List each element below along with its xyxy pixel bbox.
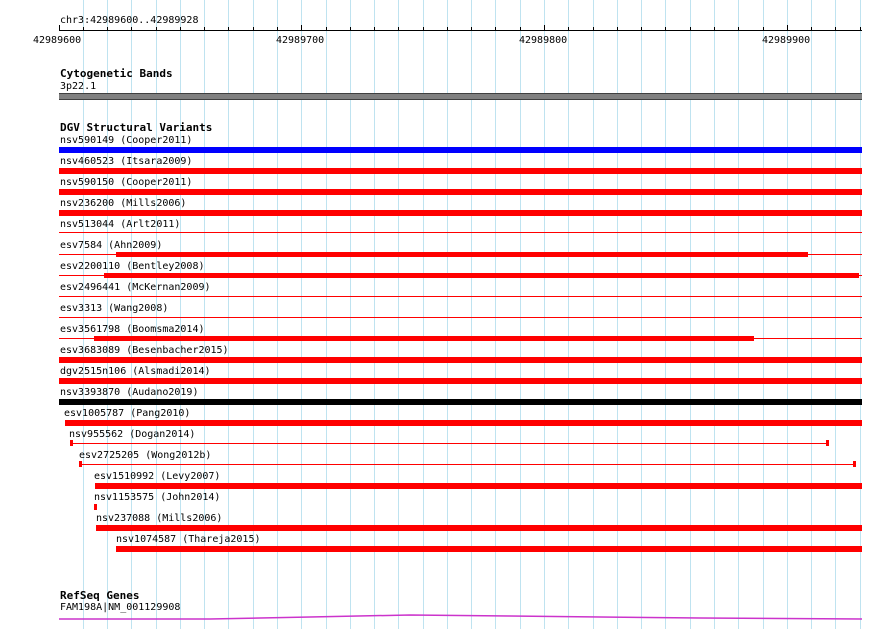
ruler-tick — [738, 27, 739, 31]
variant-line-loss[interactable] — [59, 296, 862, 297]
variant-label: dgv2515n106 (Alsmadi2014) — [60, 366, 211, 377]
variant-line-loss[interactable] — [59, 317, 862, 318]
variant-end-mark — [826, 440, 829, 446]
ruler-tick — [350, 27, 351, 31]
ruler-tick — [593, 27, 594, 31]
ruler-tick — [617, 27, 618, 31]
ruler-tick — [811, 27, 812, 31]
variant-bar-loss[interactable] — [104, 273, 859, 278]
ruler-tick — [520, 27, 521, 31]
variant-bar-loss[interactable] — [96, 525, 862, 531]
region-label: chr3:42989600..42989928 — [60, 15, 199, 26]
variant-bar-loss[interactable] — [59, 357, 862, 363]
ruler-tick — [204, 27, 205, 31]
ruler-tick — [835, 27, 836, 31]
cytoband-label: 3p22.1 — [60, 81, 97, 92]
variant-label: nsv590149 (Cooper2011) — [60, 135, 193, 146]
variant-bar-loss[interactable] — [94, 336, 754, 341]
dgv-track-title: DGV Structural Variants — [60, 121, 213, 134]
ruler-tick-major — [59, 25, 60, 31]
variant-label: nsv1153575 (John2014) — [94, 492, 221, 503]
ruler-tick — [763, 27, 764, 31]
ruler-tick — [398, 27, 399, 31]
ruler-tick — [83, 27, 84, 31]
variant-label: nsv955562 (Dogan2014) — [69, 429, 196, 440]
refseq-track-title: RefSeq Genes — [60, 589, 140, 602]
variant-bar-gain[interactable] — [59, 147, 862, 153]
variant-label: esv3313 (Wang2008) — [60, 303, 169, 314]
variant-label: nsv460523 (Itsara2009) — [60, 156, 193, 167]
variant-bar-loss[interactable] — [59, 168, 862, 174]
ruler-tick — [107, 27, 108, 31]
ruler-tick — [690, 27, 691, 31]
ruler-tick — [277, 27, 278, 31]
variant-label: esv3683089 (Besenbacher2015) — [60, 345, 229, 356]
ruler-tick — [131, 27, 132, 31]
ruler-tick — [180, 27, 181, 31]
ruler-tick — [471, 27, 472, 31]
ruler-tick — [374, 27, 375, 31]
ruler-tick — [156, 27, 157, 31]
variant-bar-loss[interactable] — [59, 189, 862, 195]
ruler-tick-major — [544, 25, 545, 31]
ruler-tick — [326, 27, 327, 31]
ruler-tick-major — [787, 25, 788, 31]
ruler-tick — [495, 27, 496, 31]
variant-label: nsv236200 (Mills2006) — [60, 198, 187, 209]
variant-bar-complex[interactable] — [59, 399, 862, 405]
variant-line-loss[interactable] — [80, 464, 855, 465]
variant-label: esv2496441 (McKernan2009) — [60, 282, 211, 293]
ruler-tick — [228, 27, 229, 31]
variant-label: esv2725205 (Wong2012b) — [79, 450, 212, 461]
variant-label: esv1005787 (Pang2010) — [64, 408, 191, 419]
ruler-tick — [568, 27, 569, 31]
variant-bar-loss[interactable] — [95, 483, 862, 489]
ruler-tick-label: 42989700 — [276, 35, 325, 46]
ruler-tick-label: 42989600 — [33, 35, 82, 46]
ruler-tick — [665, 27, 666, 31]
variant-label: nsv3393870 (Audano2019) — [60, 387, 199, 398]
ruler-tick — [860, 27, 861, 31]
ruler-tick — [447, 27, 448, 31]
ruler-tick — [253, 27, 254, 31]
variant-bar-loss[interactable] — [94, 504, 97, 510]
ruler-tick — [714, 27, 715, 31]
cytoband-bar[interactable] — [59, 93, 862, 100]
variant-bar-loss[interactable] — [116, 546, 862, 552]
gene-model[interactable] — [0, 610, 890, 622]
variant-line-loss[interactable] — [59, 232, 862, 233]
ruler-tick-label: 42989900 — [762, 35, 811, 46]
ruler-tick — [423, 27, 424, 31]
variant-label: esv1510992 (Levy2007) — [94, 471, 221, 482]
variant-label: esv3561798 (Boomsma2014) — [60, 324, 205, 335]
variant-bar-loss[interactable] — [59, 378, 862, 384]
gene-label: FAM198A|NM_001129908 — [60, 602, 181, 613]
variant-end-mark — [70, 440, 73, 446]
variant-end-mark — [79, 461, 82, 467]
cytoband-track-title: Cytogenetic Bands — [60, 67, 173, 80]
ruler-tick-label: 42989800 — [519, 35, 568, 46]
ruler-tick-major — [301, 25, 302, 31]
variant-label: nsv590150 (Cooper2011) — [60, 177, 193, 188]
variant-line-loss[interactable] — [71, 443, 828, 444]
variant-bar-loss[interactable] — [59, 210, 862, 216]
variant-label: nsv237088 (Mills2006) — [96, 513, 223, 524]
variant-label: nsv1074587 (Thareja2015) — [116, 534, 261, 545]
variant-bar-loss[interactable] — [65, 420, 862, 426]
variant-label: esv7584 (Ahn2009) — [60, 240, 163, 251]
variant-label: esv2200110 (Bentley2008) — [60, 261, 205, 272]
variant-label: nsv513044 (Arlt2011) — [60, 219, 181, 230]
ruler-tick — [641, 27, 642, 31]
variant-bar-loss[interactable] — [116, 252, 808, 257]
variant-end-mark — [853, 461, 856, 467]
